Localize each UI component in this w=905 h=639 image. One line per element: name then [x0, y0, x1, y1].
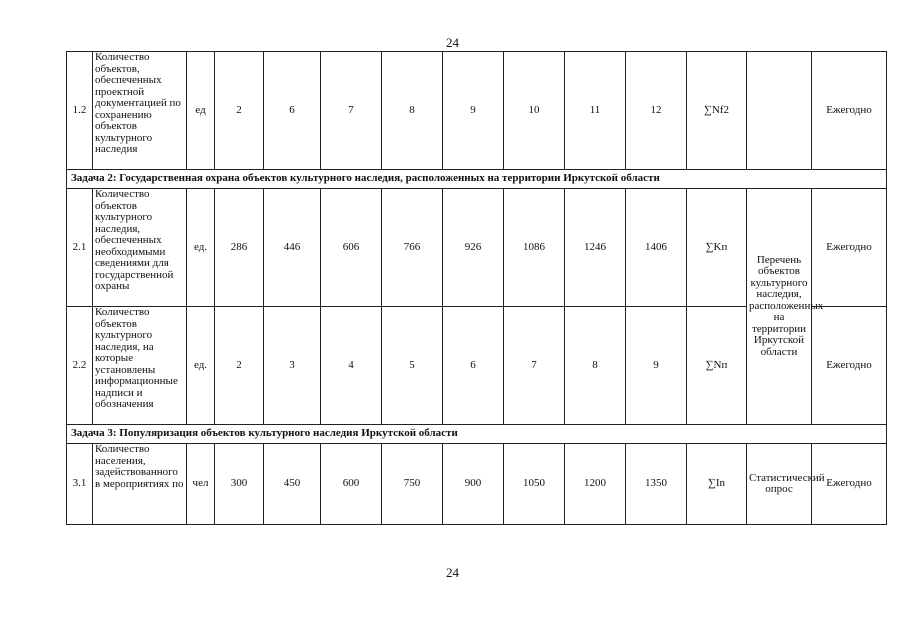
indicator-name: Количество объектов культурного наследия, на которые установлены информационные надписи и обозначения: [93, 307, 187, 425]
indicator-value: 600: [321, 444, 382, 525]
indicators-table: [66, 51, 887, 525]
indicator-value: 8: [382, 52, 443, 170]
indicator-value: 750: [382, 444, 443, 525]
indicator-value: 606: [321, 189, 382, 307]
indicator-formula: ∑Kп: [687, 189, 747, 307]
task-heading: Задача 2: Государственная охрана объектов культурного наследия, расположенных на территории Иркутской области: [67, 170, 887, 189]
indicator-value: 1246: [565, 189, 626, 307]
indicator-value: 6: [264, 52, 321, 170]
indicator-formula: ∑Nf2: [687, 52, 747, 170]
indicator-value: 2: [215, 52, 264, 170]
indicator-unit: ед.: [187, 307, 215, 425]
indicator-value: 766: [382, 189, 443, 307]
indicator-number: 2.2: [67, 307, 93, 425]
indicator-value: 286: [215, 189, 264, 307]
indicator-value: 11: [565, 52, 626, 170]
indicator-unit: чел: [187, 444, 215, 525]
indicator-value: 300: [215, 444, 264, 525]
indicator-number: 1.2: [67, 52, 93, 170]
indicator-row: [67, 189, 887, 307]
indicator-value: 8: [565, 307, 626, 425]
indicator-value: 12: [626, 52, 687, 170]
indicator-number: 3.1: [67, 444, 93, 525]
indicator-value: 10: [504, 52, 565, 170]
indicator-value: 2: [215, 307, 264, 425]
indicator-source: Перечень объектов культурного наследия, расположенных на территории Иркутской области: [747, 189, 812, 425]
indicator-value: 926: [443, 189, 504, 307]
indicator-name: Количество объектов, обеспеченных проектной документацией по сохранению объектов культурного наследия: [93, 52, 187, 170]
indicator-value: 1350: [626, 444, 687, 525]
indicator-name: Количество объектов культурного наследия, обеспеченных необходимыми сведениями для государственной охраны: [93, 189, 187, 307]
indicator-formula: ∑In: [687, 444, 747, 525]
indicator-value: 446: [264, 189, 321, 307]
indicator-row: [67, 52, 887, 170]
indicator-frequency: Ежегодно: [812, 444, 887, 525]
indicator-frequency: Ежегодно: [812, 307, 887, 425]
indicator-source: Статистический опрос: [747, 444, 812, 525]
task-row: [67, 425, 887, 444]
indicator-value: 900: [443, 444, 504, 525]
indicator-value: 3: [264, 307, 321, 425]
page-number-bottom: 24: [446, 565, 459, 580]
task-heading: Задача 3: Популяризация объектов культурного наследия Иркутской области: [67, 425, 887, 444]
indicator-value: 4: [321, 307, 382, 425]
indicator-value: 9: [626, 307, 687, 425]
indicator-value: 7: [504, 307, 565, 425]
indicator-value: 6: [443, 307, 504, 425]
indicator-value: 7: [321, 52, 382, 170]
indicator-value: 450: [264, 444, 321, 525]
indicator-source: [747, 52, 812, 170]
indicator-unit: ед.: [187, 189, 215, 307]
indicator-row: [67, 444, 887, 525]
indicator-value: 1050: [504, 444, 565, 525]
indicator-frequency: Ежегодно: [812, 189, 887, 307]
task-row: [67, 170, 887, 189]
indicator-unit: ед: [187, 52, 215, 170]
indicator-number: 2.1: [67, 189, 93, 307]
indicator-frequency: Ежегодно: [812, 52, 887, 170]
indicator-value: 1086: [504, 189, 565, 307]
indicator-formula: ∑Nп: [687, 307, 747, 425]
indicator-value: 1200: [565, 444, 626, 525]
indicator-name: Количество населения, задействованного в мероприятиях по: [93, 444, 187, 525]
indicator-value: 9: [443, 52, 504, 170]
page-number-top: 24: [446, 35, 459, 50]
indicator-value: 1406: [626, 189, 687, 307]
indicator-value: 5: [382, 307, 443, 425]
